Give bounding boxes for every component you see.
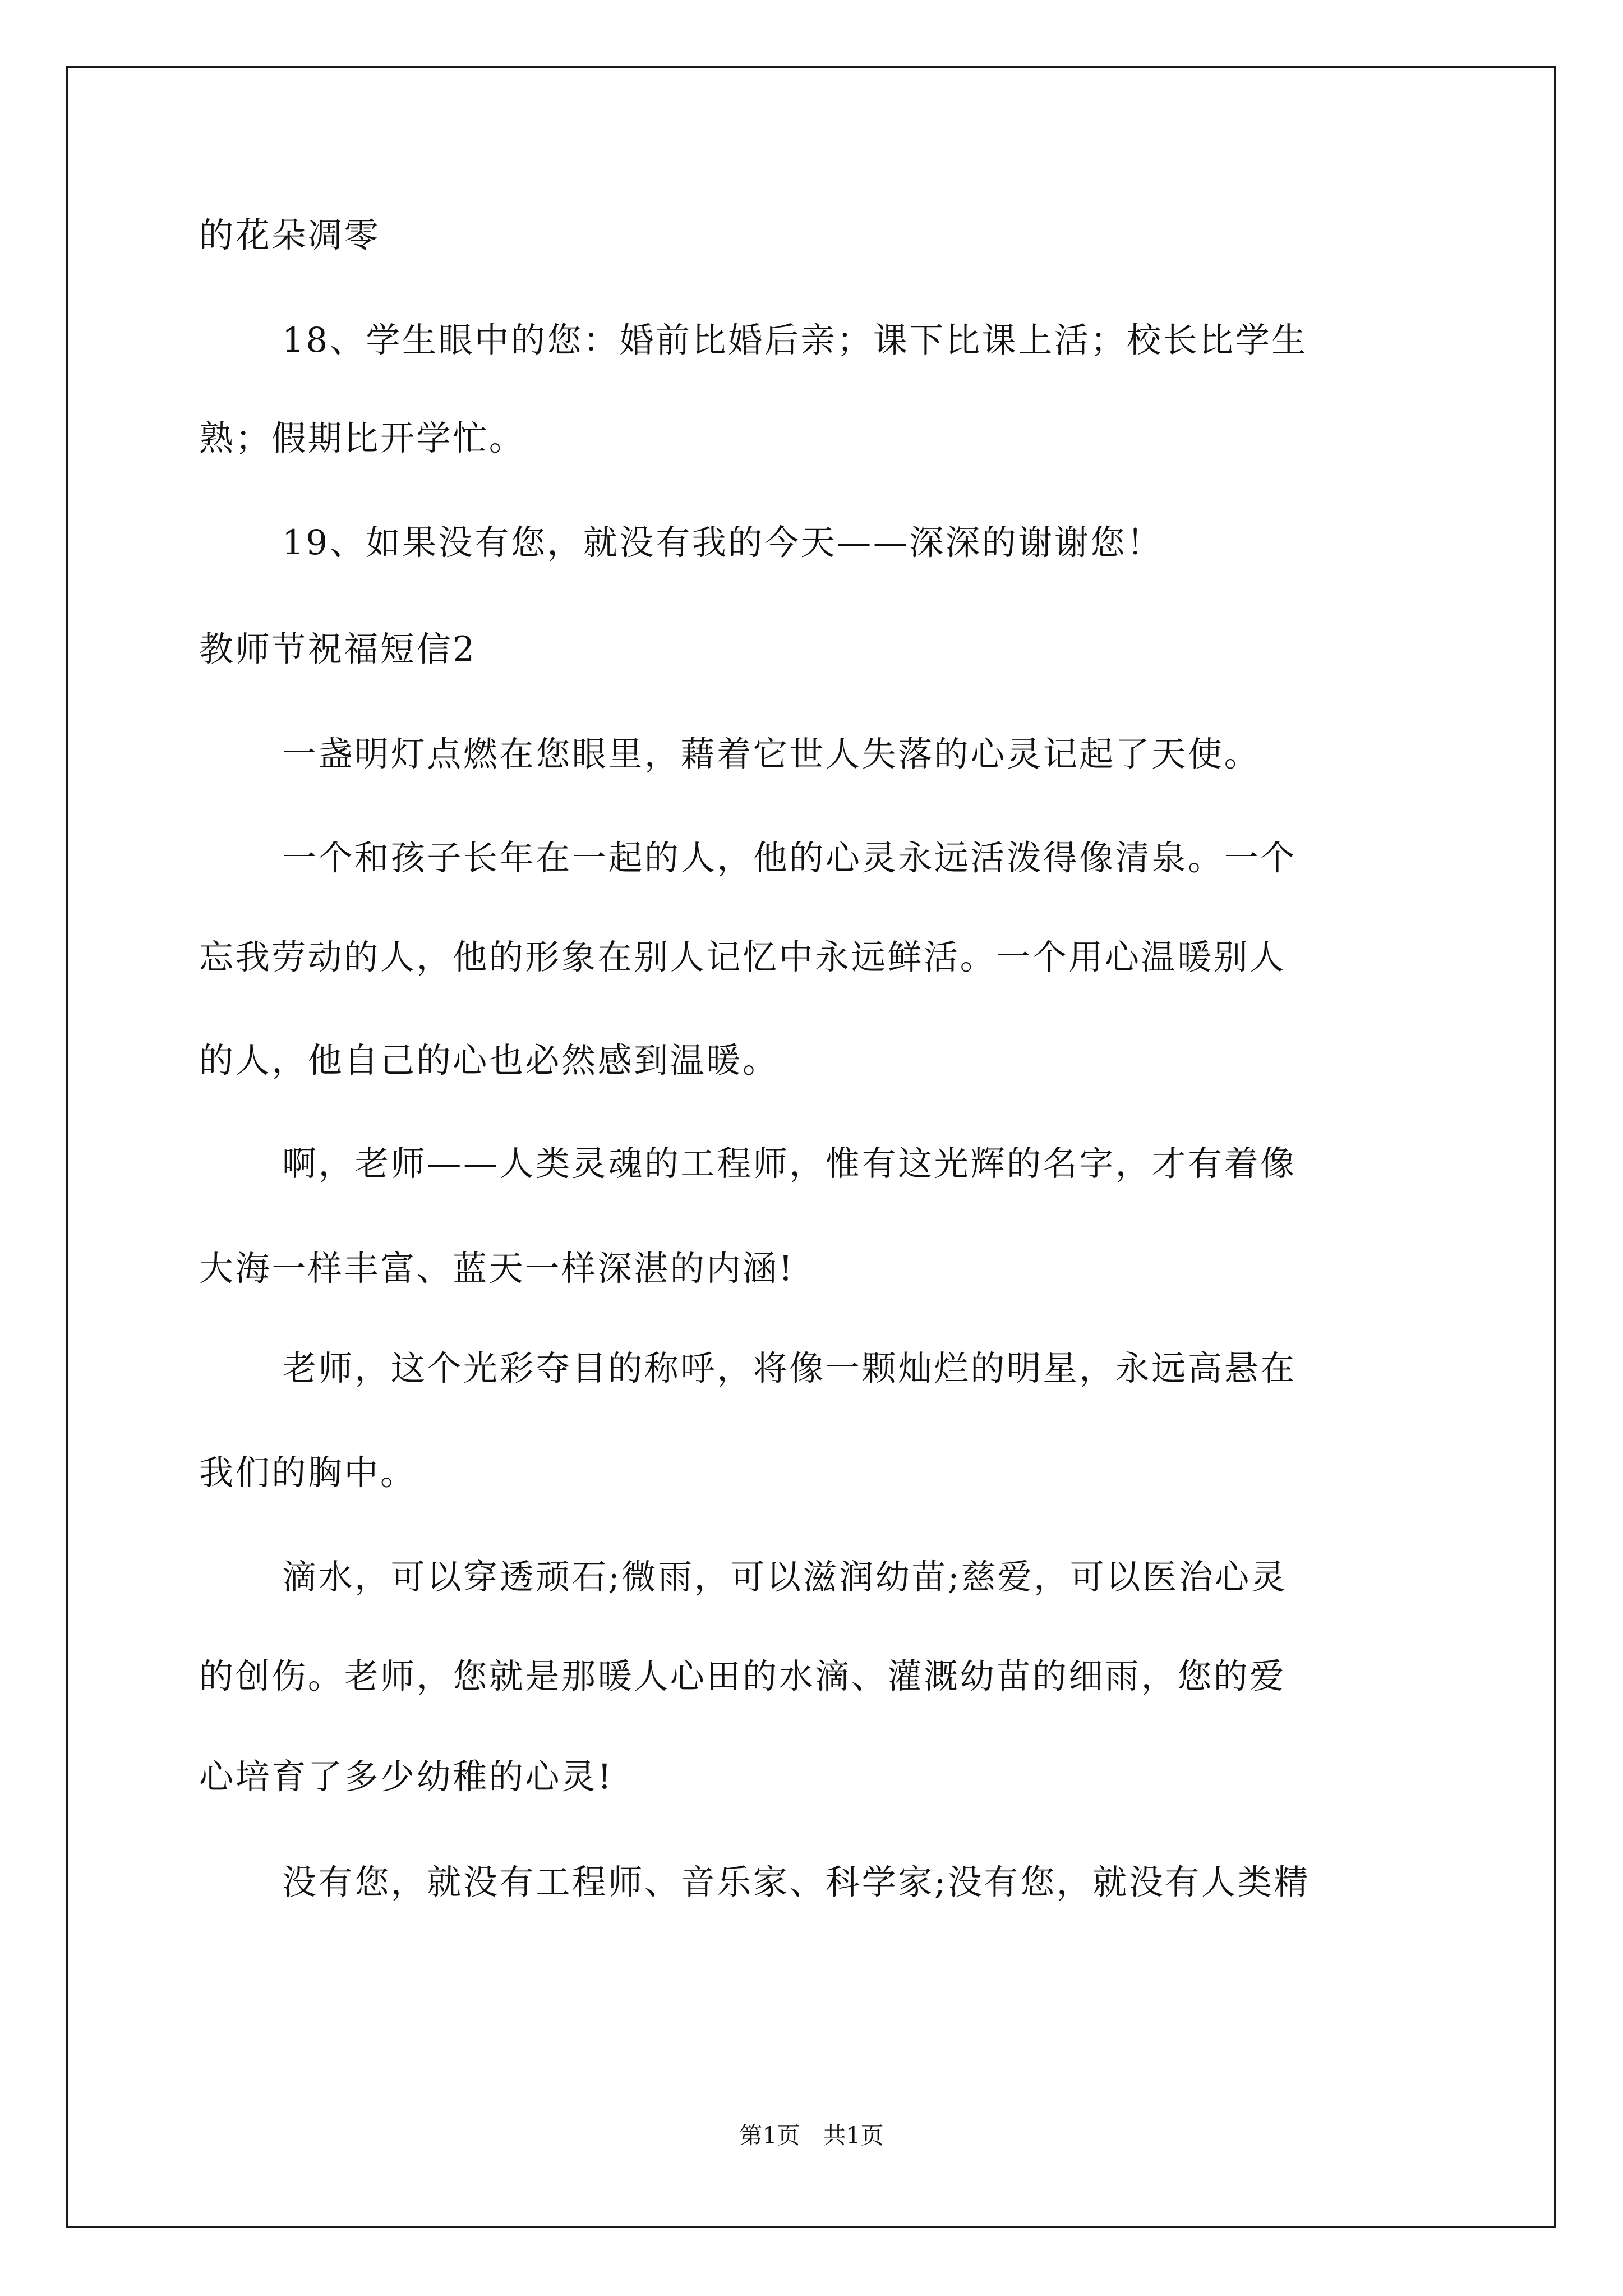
- page-footer: [0, 2119, 1623, 2152]
- text-line: 大海一样丰富、蓝天一样深湛的内涵!: [199, 1249, 795, 1289]
- text-line: 我们的胸中。: [199, 1453, 417, 1493]
- text-line: 心培育了多少幼稚的心灵!: [199, 1757, 614, 1797]
- page-total: 共1页: [823, 2122, 884, 2149]
- text-line: 的创伤。老师，您就是那暖人心田的水滴、灌溉幼苗的细雨，您的爱: [199, 1657, 1287, 1696]
- text-line: 滴水，可以穿透顽石;微雨，可以滋润幼苗;慈爱，可以医治心灵: [282, 1557, 1288, 1597]
- text-line: 19、如果没有您，就没有我的今天——深深的谢谢您！: [282, 523, 1163, 563]
- text-line: 没有您，就没有工程师、音乐家、科学家;没有您，就没有人类精: [282, 1862, 1310, 1902]
- text-line: 的花朵凋零: [199, 215, 381, 255]
- page-number: 第1页: [739, 2122, 800, 2149]
- text-line: 老师，这个光彩夺目的称呼，将像一颗灿烂的明星，永远高悬在: [282, 1349, 1297, 1388]
- text-line: 熟；假期比开学忙。: [199, 418, 525, 458]
- text-line: 的人，他自己的心也必然感到温暖。: [199, 1041, 779, 1080]
- text-line: 一盏明灯点燃在您眼里，藉着它世人失落的心灵记起了天使。: [282, 734, 1261, 774]
- text-line: 一个和孩子长年在一起的人，他的心灵永远活泼得像清泉。一个: [282, 838, 1297, 878]
- section-heading: 教师节祝福短信2: [199, 629, 477, 669]
- text-line: 18、学生眼中的您：婚前比婚后亲；课下比课上活；校长比学生: [282, 320, 1308, 360]
- text-line: 啊，老师——人类灵魂的工程师，惟有这光辉的名字，才有着像: [282, 1144, 1297, 1184]
- text-line: 忘我劳动的人，他的形象在别人记忆中永远鲜活。一个用心温暖别人: [199, 937, 1287, 977]
